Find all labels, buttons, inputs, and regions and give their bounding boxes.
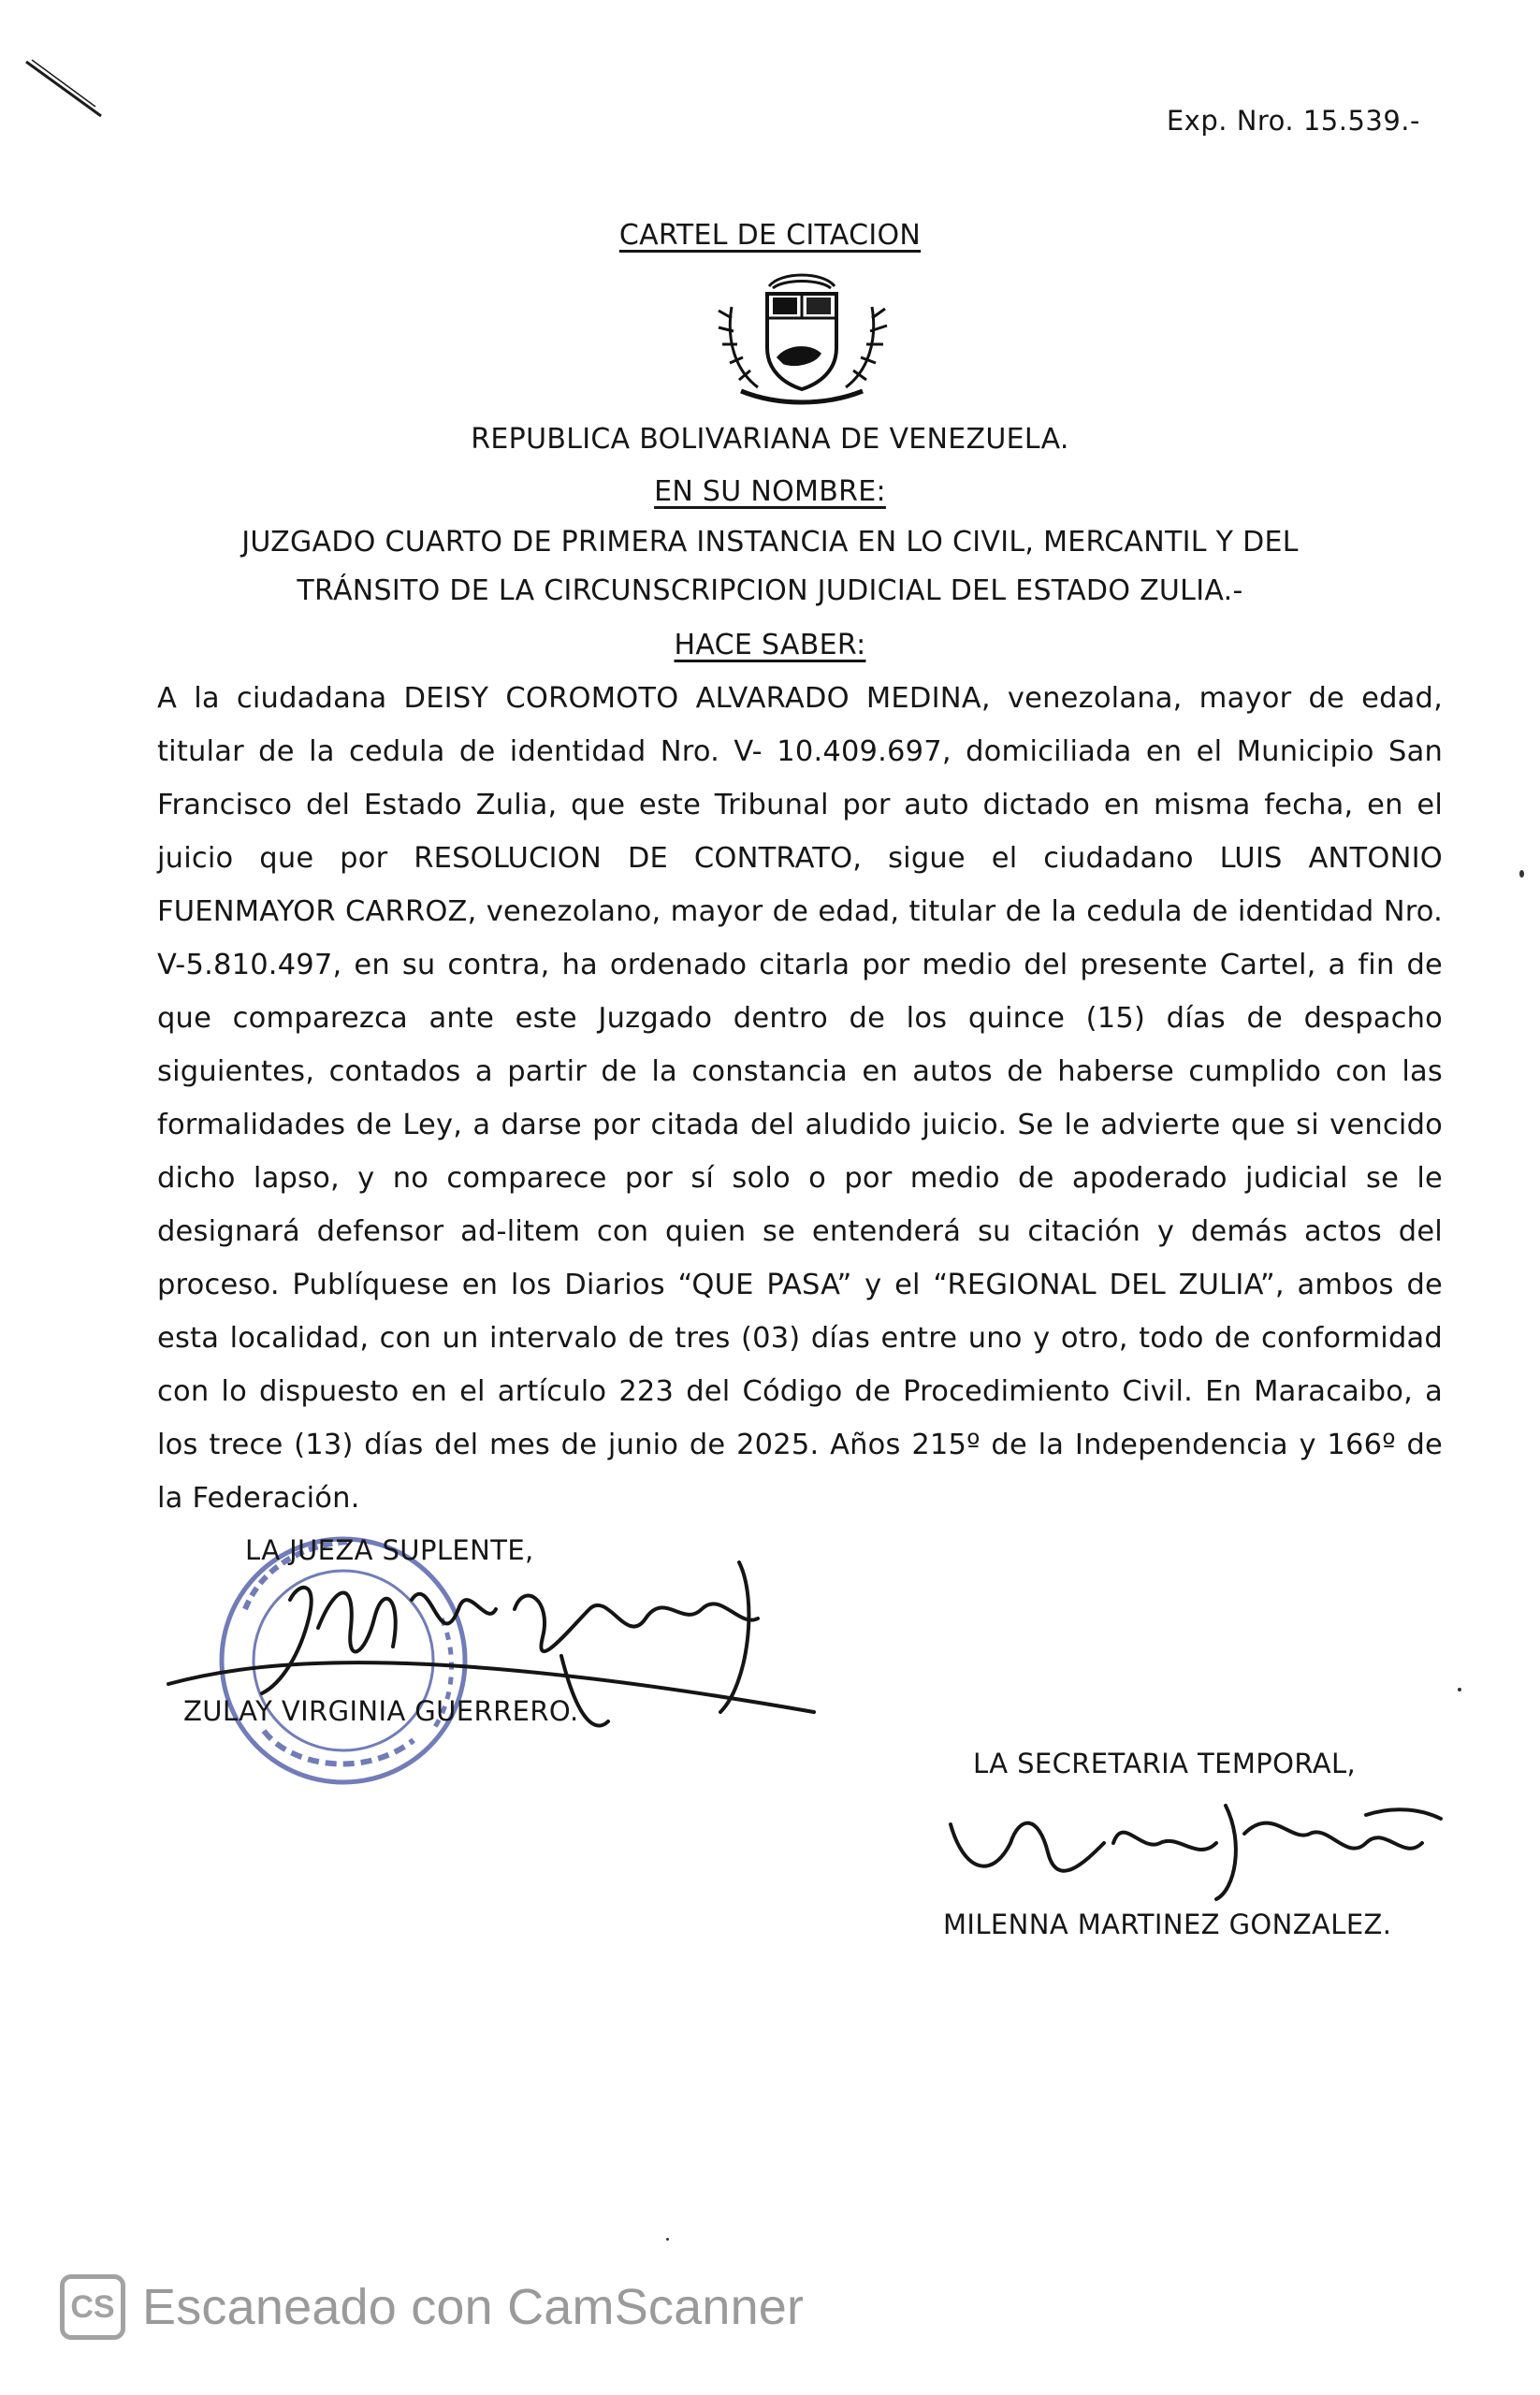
hace-saber-heading: HACE SABER: — [674, 629, 866, 661]
scan-speck — [1519, 870, 1524, 878]
camscanner-watermark-text: Escaneado con CamScanner — [142, 2279, 805, 2335]
scan-speck — [666, 2238, 669, 2241]
judge-name: ZULAY VIRGINIA GUERRERO. — [183, 1695, 579, 1727]
citation-body-paragraph: A la ciudadana DEISY COROMOTO ALVARADO MEDINA, venezolana, mayor de edad, titular de la cedula de identidad Nro. V- 10.409.697, domiciliada en el Municipio San Francisco del Estado Zulia, que este Tribunal por auto dictado en misma fecha, en el juicio que por RESOLUCION DE CONTRATO, sigue el ciudadano LUIS ANTONIO FUENMAYOR CARROZ, venezolano, mayor de edad, titular de la cedula de identidad Nro. V-5.810.497, en su contra, ha ordenado citarla por medio del presente Cartel, a fin de que comparezca ante este Juzgado dentro de los quince (15) días de despacho siguientes, contados a partir de la constancia en autos de haberse cumplido con las formalidades de Ley, a darse por citada del aludido juicio. Se le advierte que si vencido dicho lapso, y no comparece por sí solo o por medio de apoderado judicial se le designará defensor ad-litem con quien se entenderá su citación y demás actos del proceso. Publíquese en los Diarios “QUE PASA” y el “REGIONAL DEL ZULIA”, ambos de esta localidad, con un intervalo de tres (03) días entre uno y otro, todo de conformidad con lo dispuesto en el artículo 223 del Código de Procedimiento Civil. En Maracaibo, a los trece (13) días del mes de junio de 2025. Años 215º de la Independencia y 166º de la Federación. — [157, 682, 1443, 1515]
venezuela-coat-of-arms-icon — [704, 266, 900, 406]
pen-stroke-mark — [22, 56, 105, 122]
republic-heading: REPUBLICA BOLIVARIANA DE VENEZUELA. — [471, 423, 1069, 456]
court-name-line-1: JUZGADO CUARTO DE PRIMERA INSTANCIA EN LO CIVIL, MERCANTIL Y DEL — [241, 526, 1299, 559]
scan-speck — [1458, 1688, 1461, 1691]
camscanner-logo-icon: CS — [60, 2274, 125, 2340]
document-title: CARTEL DE CITACION — [618, 219, 922, 252]
secretary-handwritten-signature — [936, 1787, 1460, 1909]
secretary-name: MILENNA MARTINEZ GONZALEZ. — [943, 1909, 1392, 1940]
camscanner-watermark — [60, 2269, 804, 2345]
expediente-number: Exp. Nro. 15.539.- — [1166, 105, 1420, 137]
en-su-nombre-heading: EN SU NOMBRE: — [654, 475, 886, 508]
judge-title: LA JUEZA SUPLENTE, — [245, 1534, 534, 1566]
court-name-line-2: TRÁNSITO DE LA CIRCUNSCRIPCION JUDICIAL DEL ESTADO ZULIA.- — [297, 574, 1243, 607]
secretary-title: LA SECRETARIA TEMPORAL, — [973, 1748, 1357, 1779]
